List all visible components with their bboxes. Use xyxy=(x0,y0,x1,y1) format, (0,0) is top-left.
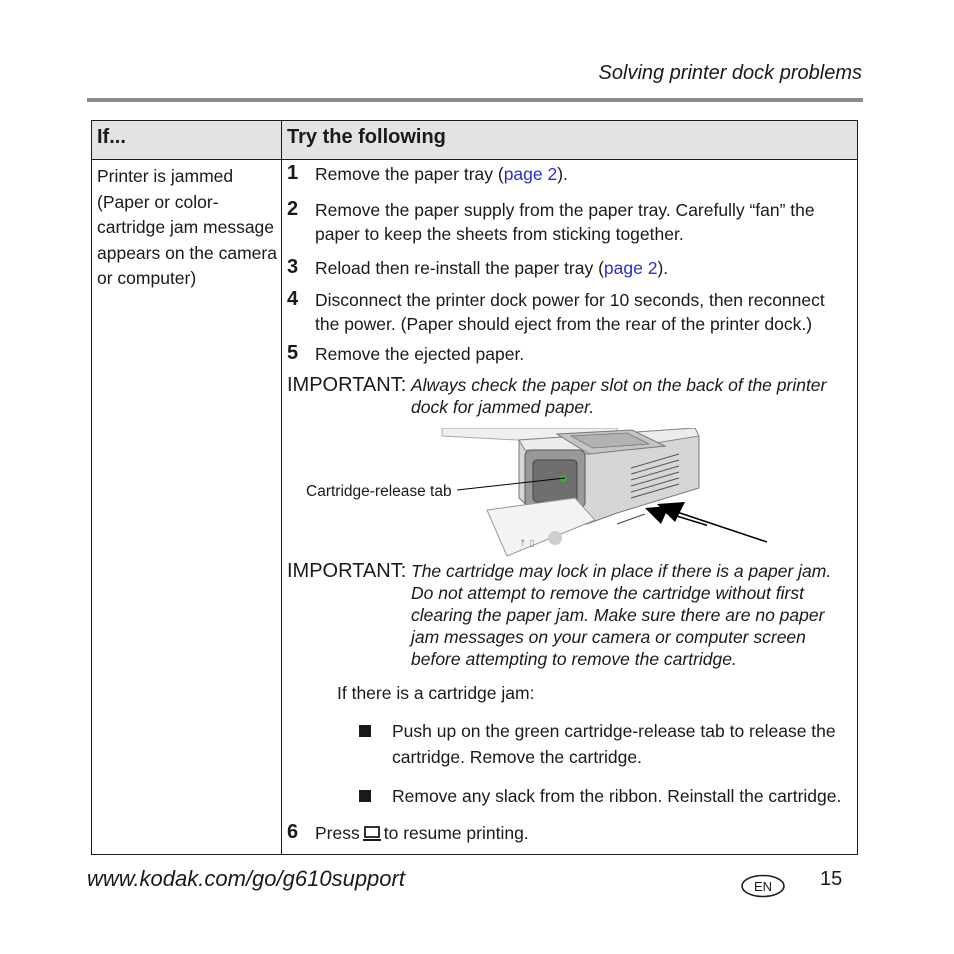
svg-text:↑ ▯: ↑ ▯ xyxy=(519,539,535,549)
list-item xyxy=(359,718,849,770)
step-number: 1 xyxy=(287,162,299,184)
step-2 xyxy=(287,198,849,246)
step-text: Remove the paper supply from the paper tray. Carefully “fan” the paper to keep the sheets from sticking together. xyxy=(315,200,815,244)
step-number: 6 xyxy=(287,821,299,843)
support-url[interactable]: www.kodak.com/go/g610support xyxy=(87,866,405,891)
important-note-2 xyxy=(287,560,849,670)
step-number: 4 xyxy=(287,288,299,310)
step-text: Remove the ejected paper. xyxy=(315,344,525,364)
step-6 xyxy=(287,821,849,848)
section-title: Solving printer dock problems xyxy=(598,62,862,84)
bullet-text: Remove any slack from the ribbon. Reinstall the cartridge. xyxy=(392,786,842,806)
step-text: Remove the paper tray (page 2). xyxy=(315,164,568,184)
solution-cell xyxy=(282,160,858,855)
printer-button-icon xyxy=(362,824,382,848)
step-number: 5 xyxy=(287,342,299,364)
page-link[interactable]: page 2 xyxy=(503,164,558,184)
step-number: 2 xyxy=(287,198,299,220)
table-row xyxy=(92,160,858,855)
important-label: IMPORTANT: xyxy=(287,374,407,396)
important-text: The cartridge may lock in place if there is a paper jam. Do not attempt to remove the cartridge without first clearing the paper jam. Make sure there are no paper jam messages on your camera or computer screen before attempting to remove the cartridge. xyxy=(411,561,832,669)
important-label: IMPORTANT: xyxy=(287,560,407,582)
problem-description: Printer is jammed (Paper or color-cartridge jam message appears on the camera or computer) xyxy=(92,160,282,855)
step-1 xyxy=(287,162,849,186)
callout-lines xyxy=(457,428,757,568)
en-oval-icon xyxy=(740,874,786,898)
bullet-square-icon xyxy=(359,725,371,737)
column-header-try: Try the following xyxy=(282,121,858,160)
page-number: 15 xyxy=(820,868,843,890)
step-3 xyxy=(287,256,849,280)
list-item xyxy=(359,783,849,809)
step-number: 3 xyxy=(287,256,299,278)
language-badge: EN xyxy=(753,879,773,894)
step-text: Press to resume printing. xyxy=(315,821,849,848)
cartridge-jam-intro: If there is a cartridge jam: xyxy=(337,683,535,703)
table-header-row xyxy=(92,121,858,160)
column-header-if: If... xyxy=(92,121,282,160)
cartridge-release-tab-callout: Cartridge-release tab xyxy=(306,483,452,500)
troubleshooting-table xyxy=(91,120,858,855)
step-4 xyxy=(287,288,849,336)
step-5 xyxy=(287,342,849,366)
header-rule xyxy=(87,98,863,102)
page-link[interactable]: page 2 xyxy=(603,258,658,278)
bullet-text: Push up on the green cartridge-release tab to release the cartridge. Remove the cartridge. xyxy=(392,721,836,767)
important-note-1 xyxy=(287,374,849,418)
important-text: Always check the paper slot on the back of the printer dock for jammed paper. xyxy=(411,375,827,417)
bullet-square-icon xyxy=(359,790,371,802)
step-text: Reload then re-install the paper tray (page 2). xyxy=(315,258,669,278)
step-text: Disconnect the printer dock power for 10 seconds, then reconnect the power. (Paper should eject from the rear of the printer dock.) xyxy=(315,290,825,334)
